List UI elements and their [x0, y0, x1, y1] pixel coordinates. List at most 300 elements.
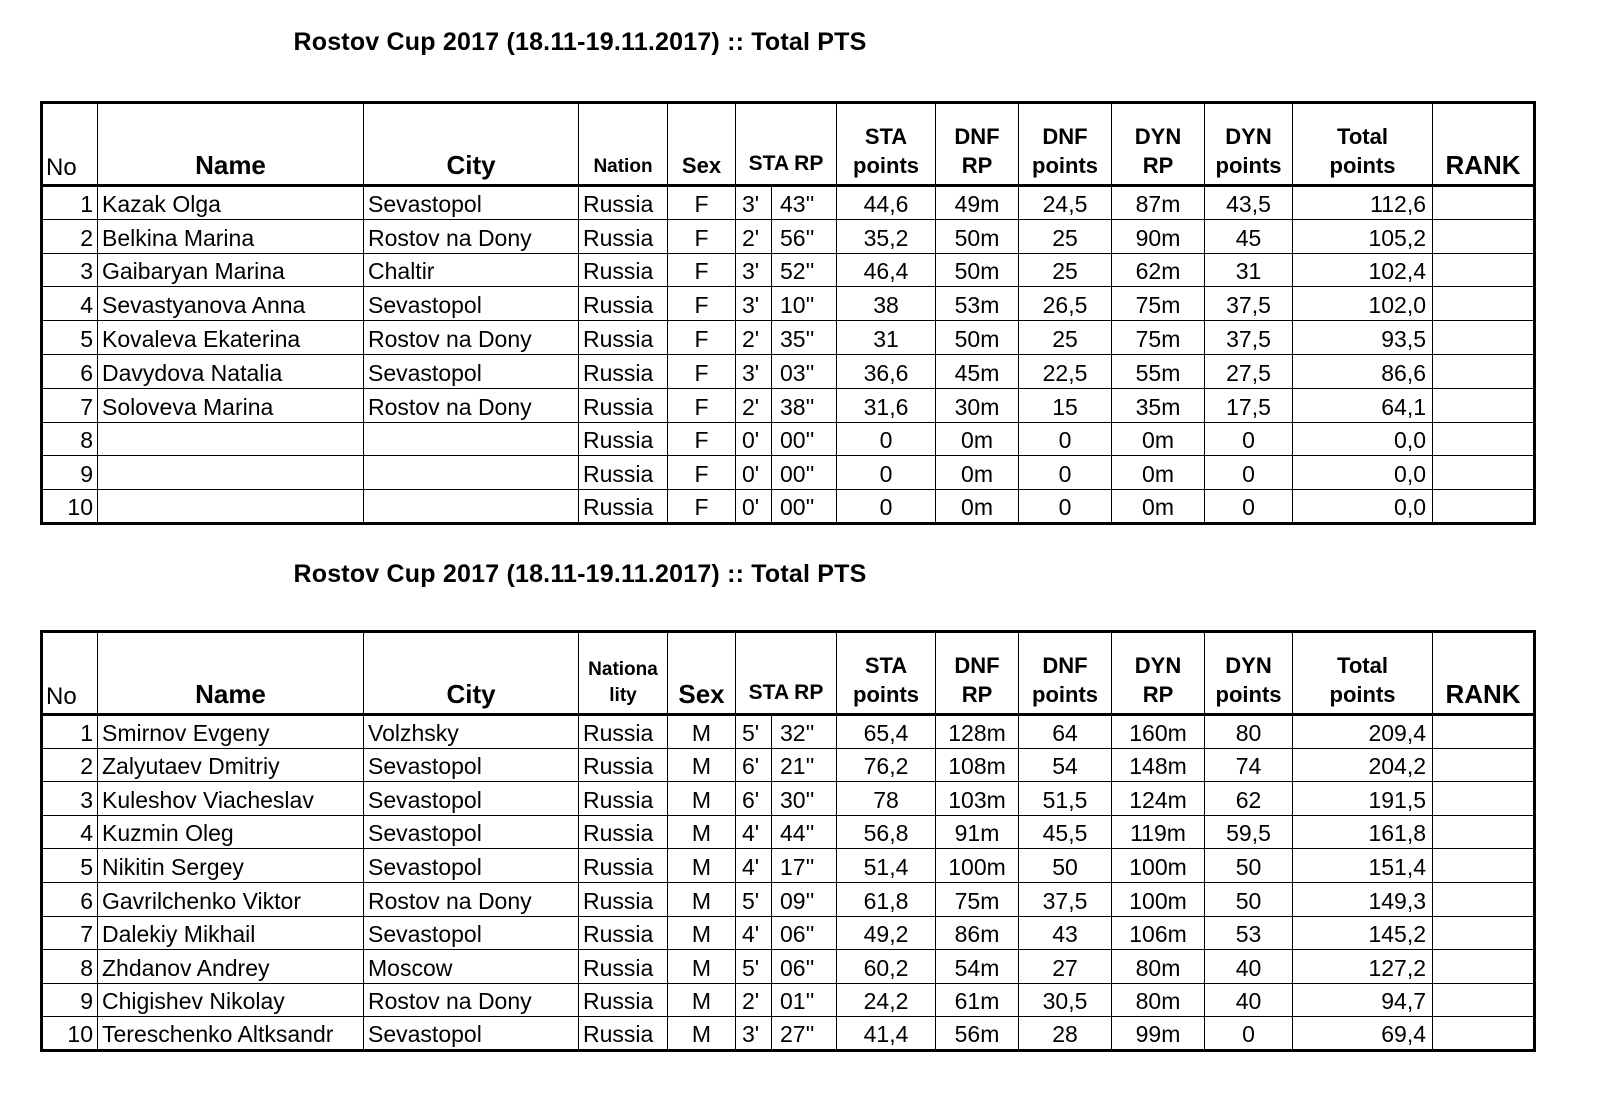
- cell-dnf-rp: 86m: [936, 916, 1019, 950]
- cell-sta-seconds: 43'': [772, 186, 837, 220]
- cell-no: 8: [42, 950, 98, 984]
- cell-dnf-points: 27: [1019, 950, 1112, 984]
- cell-city: [364, 490, 579, 524]
- cell-name: [98, 490, 364, 524]
- cell-sex: F: [668, 422, 736, 456]
- cell-dyn-points: 40: [1205, 983, 1293, 1017]
- cell-total-points: 161,8: [1293, 815, 1433, 849]
- col-header-total-points: Total points: [1293, 103, 1433, 186]
- cell-sta-seconds: 01'': [772, 983, 837, 1017]
- cell-rank: [1433, 388, 1535, 422]
- cell-sta-minutes: 5': [736, 950, 772, 984]
- cell-sex: F: [668, 287, 736, 321]
- cell-no: 10: [42, 1017, 98, 1051]
- cell-sex: M: [668, 983, 736, 1017]
- cell-sta-minutes: 3': [736, 186, 772, 220]
- cell-dnf-points: 0: [1019, 490, 1112, 524]
- cell-sex: F: [668, 388, 736, 422]
- col-header-dnf-rp: DNF RP: [936, 632, 1019, 715]
- cell-sex: F: [668, 219, 736, 253]
- cell-dyn-rp: 99m: [1112, 1017, 1205, 1051]
- cell-rank: [1433, 849, 1535, 883]
- cell-dnf-rp: 61m: [936, 983, 1019, 1017]
- cell-sta-minutes: 6': [736, 748, 772, 782]
- cell-nation: Russia: [579, 321, 668, 355]
- cell-sex: M: [668, 715, 736, 749]
- cell-sta-minutes: 5': [736, 882, 772, 916]
- cell-dnf-points: 26,5: [1019, 287, 1112, 321]
- table-row: [42, 219, 1535, 253]
- cell-dyn-points: 0: [1205, 490, 1293, 524]
- cell-sta-points: 31: [837, 321, 936, 355]
- cell-sex: M: [668, 748, 736, 782]
- col-header-rank: RANK: [1433, 632, 1535, 715]
- cell-total-points: 209,4: [1293, 715, 1433, 749]
- cell-dyn-rp: 0m: [1112, 422, 1205, 456]
- header-row: [42, 103, 1535, 186]
- cell-sex: F: [668, 186, 736, 220]
- col-header-sta-points: STA points: [837, 632, 936, 715]
- cell-sta-points: 0: [837, 422, 936, 456]
- cell-total-points: 69,4: [1293, 1017, 1433, 1051]
- cell-dnf-rp: 100m: [936, 849, 1019, 883]
- cell-nation: Russia: [579, 916, 668, 950]
- cell-name: Chigishev Nikolay: [98, 983, 364, 1017]
- cell-no: 1: [42, 186, 98, 220]
- cell-rank: [1433, 782, 1535, 816]
- cell-sex: M: [668, 916, 736, 950]
- cell-name: Sevastyanova Anna: [98, 287, 364, 321]
- cell-dyn-points: 31: [1205, 253, 1293, 287]
- cell-dnf-points: 30,5: [1019, 983, 1112, 1017]
- cell-dyn-points: 0: [1205, 456, 1293, 490]
- cell-no: 4: [42, 815, 98, 849]
- cell-rank: [1433, 916, 1535, 950]
- cell-dnf-points: 24,5: [1019, 186, 1112, 220]
- cell-nation: Russia: [579, 782, 668, 816]
- women-table-title: Rostov Cup 2017 (18.11-19.11.2017) :: Total PTS: [293, 28, 867, 56]
- cell-sta-points: 0: [837, 456, 936, 490]
- cell-sta-seconds: 00'': [772, 422, 837, 456]
- cell-name: [98, 456, 364, 490]
- cell-dyn-points: 17,5: [1205, 388, 1293, 422]
- cell-city: Rostov na Dony: [364, 219, 579, 253]
- cell-sta-seconds: 56'': [772, 219, 837, 253]
- cell-name: Dalekiy Mikhail: [98, 916, 364, 950]
- cell-sta-points: 38: [837, 287, 936, 321]
- cell-name: Kuzmin Oleg: [98, 815, 364, 849]
- cell-no: 9: [42, 983, 98, 1017]
- cell-no: 3: [42, 253, 98, 287]
- cell-dnf-rp: 54m: [936, 950, 1019, 984]
- col-header-name: Name: [98, 103, 364, 186]
- cell-dyn-points: 27,5: [1205, 354, 1293, 388]
- cell-dnf-points: 0: [1019, 456, 1112, 490]
- cell-rank: [1433, 422, 1535, 456]
- cell-dyn-points: 0: [1205, 422, 1293, 456]
- cell-city: Sevastopol: [364, 748, 579, 782]
- col-header-rank: RANK: [1433, 103, 1535, 186]
- cell-dnf-points: 25: [1019, 253, 1112, 287]
- cell-sta-points: 36,6: [837, 354, 936, 388]
- cell-sta-seconds: 44'': [772, 815, 837, 849]
- col-header-sta-rp: STA RP: [736, 632, 837, 715]
- cell-nation: Russia: [579, 456, 668, 490]
- cell-dyn-points: 40: [1205, 950, 1293, 984]
- col-header-dnf-points: DNF points: [1019, 103, 1112, 186]
- cell-sex: F: [668, 456, 736, 490]
- cell-total-points: 149,3: [1293, 882, 1433, 916]
- cell-nation: Russia: [579, 815, 668, 849]
- cell-dnf-rp: 50m: [936, 253, 1019, 287]
- cell-city: Sevastopol: [364, 815, 579, 849]
- cell-dyn-points: 45: [1205, 219, 1293, 253]
- table-row: [42, 815, 1535, 849]
- cell-dyn-points: 0: [1205, 1017, 1293, 1051]
- cell-nation: Russia: [579, 849, 668, 883]
- cell-total-points: 191,5: [1293, 782, 1433, 816]
- cell-nation: Russia: [579, 287, 668, 321]
- cell-sta-seconds: 09'': [772, 882, 837, 916]
- header-row: [42, 632, 1535, 715]
- cell-name: Nikitin Sergey: [98, 849, 364, 883]
- col-header-nation: Nation: [579, 103, 668, 186]
- cell-sta-seconds: 03'': [772, 354, 837, 388]
- cell-dyn-rp: 100m: [1112, 849, 1205, 883]
- cell-city: Sevastopol: [364, 849, 579, 883]
- cell-sta-points: 35,2: [837, 219, 936, 253]
- cell-sta-seconds: 06'': [772, 916, 837, 950]
- table-row: [42, 748, 1535, 782]
- cell-dyn-rp: 62m: [1112, 253, 1205, 287]
- cell-dnf-points: 25: [1019, 219, 1112, 253]
- cell-name: Belkina Marina: [98, 219, 364, 253]
- cell-sta-seconds: 38'': [772, 388, 837, 422]
- col-header-total-points: Total points: [1293, 632, 1433, 715]
- cell-city: Sevastopol: [364, 1017, 579, 1051]
- cell-rank: [1433, 186, 1535, 220]
- cell-sta-points: 0: [837, 490, 936, 524]
- cell-sta-seconds: 17'': [772, 849, 837, 883]
- cell-name: Gaibaryan Marina: [98, 253, 364, 287]
- cell-city: Sevastopol: [364, 782, 579, 816]
- cell-dyn-points: 59,5: [1205, 815, 1293, 849]
- cell-dnf-points: 22,5: [1019, 354, 1112, 388]
- cell-sta-points: 44,6: [837, 186, 936, 220]
- cell-name: Zalyutaev Dmitriy: [98, 748, 364, 782]
- cell-dyn-rp: 100m: [1112, 882, 1205, 916]
- cell-dyn-rp: 124m: [1112, 782, 1205, 816]
- cell-dyn-points: 80: [1205, 715, 1293, 749]
- cell-total-points: 0,0: [1293, 456, 1433, 490]
- col-header-dyn-rp: DYN RP: [1112, 632, 1205, 715]
- table-row: [42, 388, 1535, 422]
- table-row: [42, 490, 1535, 524]
- table-row: [42, 321, 1535, 355]
- cell-sta-seconds: 10'': [772, 287, 837, 321]
- cell-dnf-rp: 103m: [936, 782, 1019, 816]
- cell-city: Sevastopol: [364, 354, 579, 388]
- cell-sta-minutes: 4': [736, 916, 772, 950]
- cell-dnf-points: 43: [1019, 916, 1112, 950]
- cell-dyn-rp: 106m: [1112, 916, 1205, 950]
- col-header-sex: Sex: [668, 632, 736, 715]
- cell-sta-seconds: 27'': [772, 1017, 837, 1051]
- col-header-dnf-rp: DNF RP: [936, 103, 1019, 186]
- cell-sex: M: [668, 815, 736, 849]
- cell-sta-points: 41,4: [837, 1017, 936, 1051]
- cell-nation: Russia: [579, 715, 668, 749]
- cell-nation: Russia: [579, 422, 668, 456]
- col-header-dyn-points: DYN points: [1205, 103, 1293, 186]
- col-header-dyn-points: DYN points: [1205, 632, 1293, 715]
- cell-nation: Russia: [579, 354, 668, 388]
- cell-sta-seconds: 35'': [772, 321, 837, 355]
- cell-sex: F: [668, 354, 736, 388]
- cell-sta-minutes: 3': [736, 253, 772, 287]
- men-table-title: Rostov Cup 2017 (18.11-19.11.2017) :: Total PTS: [293, 560, 867, 588]
- cell-dnf-rp: 128m: [936, 715, 1019, 749]
- cell-nation: Russia: [579, 1017, 668, 1051]
- cell-dyn-rp: 148m: [1112, 748, 1205, 782]
- cell-rank: [1433, 748, 1535, 782]
- cell-name: Kuleshov Viacheslav: [98, 782, 364, 816]
- cell-sta-minutes: 6': [736, 782, 772, 816]
- cell-no: 4: [42, 287, 98, 321]
- cell-dnf-points: 0: [1019, 422, 1112, 456]
- cell-dyn-rp: 0m: [1112, 490, 1205, 524]
- cell-dnf-rp: 91m: [936, 815, 1019, 849]
- cell-total-points: 0,0: [1293, 422, 1433, 456]
- cell-dyn-points: 43,5: [1205, 186, 1293, 220]
- cell-sta-seconds: 30'': [772, 782, 837, 816]
- cell-sta-seconds: 00'': [772, 456, 837, 490]
- cell-sta-points: 65,4: [837, 715, 936, 749]
- table-row: [42, 715, 1535, 749]
- cell-no: 3: [42, 782, 98, 816]
- cell-sex: M: [668, 882, 736, 916]
- cell-total-points: 86,6: [1293, 354, 1433, 388]
- cell-name: Smirnov Evgeny: [98, 715, 364, 749]
- cell-sta-points: 31,6: [837, 388, 936, 422]
- cell-nation: Russia: [579, 490, 668, 524]
- cell-dnf-points: 25: [1019, 321, 1112, 355]
- col-header-no: No: [42, 103, 98, 186]
- cell-dyn-rp: 0m: [1112, 456, 1205, 490]
- cell-rank: [1433, 253, 1535, 287]
- cell-sta-points: 76,2: [837, 748, 936, 782]
- cell-sta-minutes: 0': [736, 456, 772, 490]
- cell-rank: [1433, 354, 1535, 388]
- cell-dyn-rp: 80m: [1112, 983, 1205, 1017]
- col-header-city: City: [364, 632, 579, 715]
- table-row: [42, 456, 1535, 490]
- cell-dnf-rp: 56m: [936, 1017, 1019, 1051]
- col-header-dyn-rp: DYN RP: [1112, 103, 1205, 186]
- table-row: [42, 849, 1535, 883]
- cell-nation: Russia: [579, 983, 668, 1017]
- cell-sta-minutes: 4': [736, 849, 772, 883]
- cell-name: Zhdanov Andrey: [98, 950, 364, 984]
- cell-nation: Russia: [579, 388, 668, 422]
- cell-sta-minutes: 2': [736, 321, 772, 355]
- cell-rank: [1433, 882, 1535, 916]
- cell-sta-minutes: 0': [736, 422, 772, 456]
- cell-city: Sevastopol: [364, 287, 579, 321]
- cell-dyn-points: 37,5: [1205, 321, 1293, 355]
- cell-sex: M: [668, 950, 736, 984]
- table-row: [42, 1017, 1535, 1051]
- table-row: [42, 882, 1535, 916]
- cell-sta-minutes: 2': [736, 219, 772, 253]
- cell-nation: Russia: [579, 950, 668, 984]
- cell-dyn-rp: 160m: [1112, 715, 1205, 749]
- cell-sta-minutes: 3': [736, 287, 772, 321]
- cell-sta-minutes: 4': [736, 815, 772, 849]
- cell-rank: [1433, 287, 1535, 321]
- cell-total-points: 93,5: [1293, 321, 1433, 355]
- cell-dyn-rp: 55m: [1112, 354, 1205, 388]
- col-header-sex: Sex: [668, 103, 736, 186]
- cell-sta-seconds: 06'': [772, 950, 837, 984]
- cell-dnf-rp: 0m: [936, 456, 1019, 490]
- cell-city: Rostov na Dony: [364, 882, 579, 916]
- table-row: [42, 354, 1535, 388]
- cell-no: 2: [42, 219, 98, 253]
- men-results-table: [40, 630, 1536, 1052]
- cell-dyn-points: 50: [1205, 849, 1293, 883]
- cell-dnf-points: 64: [1019, 715, 1112, 749]
- cell-rank: [1433, 950, 1535, 984]
- cell-no: 1: [42, 715, 98, 749]
- cell-sta-minutes: 0': [736, 490, 772, 524]
- cell-dnf-points: 51,5: [1019, 782, 1112, 816]
- cell-rank: [1433, 219, 1535, 253]
- cell-total-points: 204,2: [1293, 748, 1433, 782]
- cell-dyn-rp: 87m: [1112, 186, 1205, 220]
- cell-city: Chaltir: [364, 253, 579, 287]
- cell-sta-points: 24,2: [837, 983, 936, 1017]
- col-header-nationality: Nationa lity: [579, 632, 668, 715]
- col-header-dnf-points: DNF points: [1019, 632, 1112, 715]
- cell-rank: [1433, 490, 1535, 524]
- cell-sex: F: [668, 253, 736, 287]
- cell-city: Rostov na Dony: [364, 983, 579, 1017]
- cell-sta-points: 51,4: [837, 849, 936, 883]
- cell-rank: [1433, 456, 1535, 490]
- cell-no: 9: [42, 456, 98, 490]
- table-row: [42, 287, 1535, 321]
- cell-city: Sevastopol: [364, 916, 579, 950]
- cell-no: 8: [42, 422, 98, 456]
- cell-dyn-rp: 35m: [1112, 388, 1205, 422]
- cell-sta-points: 56,8: [837, 815, 936, 849]
- cell-total-points: 0,0: [1293, 490, 1433, 524]
- cell-total-points: 64,1: [1293, 388, 1433, 422]
- col-header-name: Name: [98, 632, 364, 715]
- cell-dyn-points: 62: [1205, 782, 1293, 816]
- cell-rank: [1433, 983, 1535, 1017]
- table-row: [42, 253, 1535, 287]
- cell-dnf-points: 50: [1019, 849, 1112, 883]
- col-header-city: City: [364, 103, 579, 186]
- cell-no: 2: [42, 748, 98, 782]
- cell-total-points: 112,6: [1293, 186, 1433, 220]
- cell-city: Moscow: [364, 950, 579, 984]
- cell-dyn-rp: 119m: [1112, 815, 1205, 849]
- col-header-sta-points: STA points: [837, 103, 936, 186]
- cell-rank: [1433, 715, 1535, 749]
- cell-total-points: 127,2: [1293, 950, 1433, 984]
- cell-nation: Russia: [579, 186, 668, 220]
- cell-name: Gavrilchenko Viktor: [98, 882, 364, 916]
- cell-dnf-rp: 0m: [936, 490, 1019, 524]
- cell-city: [364, 456, 579, 490]
- cell-city: Sevastopol: [364, 186, 579, 220]
- cell-sta-minutes: 3': [736, 354, 772, 388]
- cell-total-points: 145,2: [1293, 916, 1433, 950]
- cell-nation: Russia: [579, 748, 668, 782]
- cell-sex: F: [668, 321, 736, 355]
- cell-rank: [1433, 1017, 1535, 1051]
- cell-sta-minutes: 2': [736, 388, 772, 422]
- cell-no: 7: [42, 916, 98, 950]
- cell-dnf-rp: 75m: [936, 882, 1019, 916]
- cell-no: 6: [42, 882, 98, 916]
- cell-dnf-rp: 0m: [936, 422, 1019, 456]
- cell-nation: Russia: [579, 219, 668, 253]
- cell-sta-points: 61,8: [837, 882, 936, 916]
- cell-dnf-rp: 50m: [936, 321, 1019, 355]
- cell-dnf-points: 54: [1019, 748, 1112, 782]
- cell-no: 5: [42, 849, 98, 883]
- table-row: [42, 186, 1535, 220]
- cell-dnf-rp: 45m: [936, 354, 1019, 388]
- cell-sta-minutes: 5': [736, 715, 772, 749]
- cell-sta-points: 78: [837, 782, 936, 816]
- cell-dyn-points: 53: [1205, 916, 1293, 950]
- cell-dyn-points: 74: [1205, 748, 1293, 782]
- cell-name: [98, 422, 364, 456]
- cell-total-points: 102,4: [1293, 253, 1433, 287]
- cell-city: Rostov na Dony: [364, 321, 579, 355]
- cell-name: Tereschenko Altksandr: [98, 1017, 364, 1051]
- cell-rank: [1433, 321, 1535, 355]
- cell-dnf-rp: 50m: [936, 219, 1019, 253]
- cell-nation: Russia: [579, 253, 668, 287]
- table-row: [42, 422, 1535, 456]
- table-row: [42, 916, 1535, 950]
- cell-dnf-rp: 30m: [936, 388, 1019, 422]
- cell-sta-seconds: 00'': [772, 490, 837, 524]
- cell-sta-seconds: 21'': [772, 748, 837, 782]
- cell-dnf-rp: 53m: [936, 287, 1019, 321]
- women-results-table: [40, 101, 1536, 525]
- cell-dnf-rp: 108m: [936, 748, 1019, 782]
- cell-sex: F: [668, 490, 736, 524]
- cell-total-points: 151,4: [1293, 849, 1433, 883]
- table-row: [42, 950, 1535, 984]
- cell-sex: M: [668, 849, 736, 883]
- cell-city: Volzhsky: [364, 715, 579, 749]
- cell-sta-points: 49,2: [837, 916, 936, 950]
- col-header-sta-rp: STA RP: [736, 103, 837, 186]
- cell-city: [364, 422, 579, 456]
- cell-nation: Russia: [579, 882, 668, 916]
- cell-total-points: 102,0: [1293, 287, 1433, 321]
- cell-dnf-points: 37,5: [1019, 882, 1112, 916]
- cell-name: Kazak Olga: [98, 186, 364, 220]
